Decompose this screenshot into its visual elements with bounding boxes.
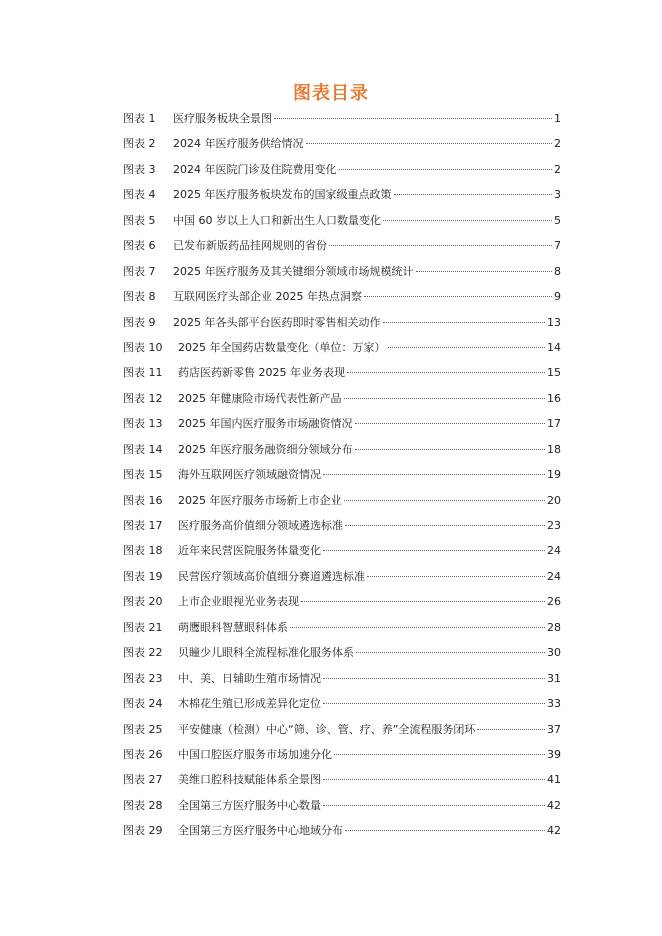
toc-item-label: 图表 24 — [123, 697, 163, 711]
toc-item-text: 民营医疗领域高价值细分赛道遴选标准 — [178, 569, 365, 583]
toc-item-page-number: 16 — [547, 391, 561, 405]
toc-item-text: 2025 年医疗服务板块发布的国家级重点政策 — [173, 188, 392, 202]
toc-item-text: 平安健康（检测）中心“筛、诊、管、疗、养”全流程服务闭环 — [178, 722, 476, 736]
toc-dot-leader — [345, 525, 545, 526]
toc-item[interactable] — [123, 264, 561, 289]
toc-dot-leader — [323, 779, 545, 780]
toc-item-page-number: 18 — [547, 442, 561, 456]
toc-dot-leader — [334, 754, 545, 755]
toc-item-text: 药店医药新零售 2025 年业务表现 — [178, 366, 345, 380]
toc-item-text: 萌鹰眼科智慧眼科体系 — [178, 620, 288, 634]
toc-dot-leader — [477, 729, 545, 730]
toc-item-text: 2025 年各头部平台医药即时零售相关动作 — [173, 315, 381, 329]
toc-item-label: 图表 8 — [123, 290, 156, 304]
toc-item[interactable] — [123, 315, 561, 340]
toc-item-label: 图表 23 — [123, 671, 163, 685]
toc-item[interactable] — [123, 620, 561, 645]
toc-dot-leader — [344, 398, 546, 399]
toc-item-label: 图表 5 — [123, 213, 156, 227]
toc-item-label: 图表 22 — [123, 646, 163, 660]
toc-dot-leader — [355, 423, 546, 424]
toc-item[interactable] — [123, 823, 561, 848]
toc-item-text: 2025 年医疗服务及其关键细分领域市场规模统计 — [173, 264, 414, 278]
toc-item[interactable] — [123, 645, 561, 670]
toc-item[interactable] — [123, 696, 561, 721]
toc-dot-leader — [355, 449, 546, 450]
toc-item-text: 2025 年全国药店数量变化（单位：万家） — [178, 340, 386, 354]
toc-item-page-number: 3 — [554, 188, 561, 202]
toc-item[interactable] — [123, 416, 561, 441]
toc-item-page-number: 39 — [547, 747, 561, 761]
toc-item[interactable] — [123, 798, 561, 823]
toc-item-label: 图表 7 — [123, 264, 156, 278]
toc-item[interactable] — [123, 187, 561, 212]
toc-item-text: 海外互联网医疗领域融资情况 — [178, 468, 321, 482]
toc-item-page-number: 1 — [554, 112, 561, 125]
toc-item-page-number: 2 — [554, 137, 561, 151]
toc-item-text: 木棉花生殖已形成差异化定位 — [178, 697, 321, 711]
toc-title: 图表目录 — [293, 83, 369, 104]
toc-item-page-number: 41 — [547, 773, 561, 787]
toc-dot-leader — [323, 678, 545, 679]
toc-item-page-number: 17 — [547, 417, 561, 431]
toc-dot-leader — [356, 652, 545, 653]
toc-dot-leader — [388, 347, 546, 348]
toc-item-page-number: 42 — [547, 824, 561, 838]
toc-item-text: 中国口腔医疗服务市场加速分化 — [178, 747, 332, 761]
toc-item-label: 图表 16 — [123, 493, 163, 507]
toc-dot-leader — [329, 245, 552, 246]
toc-dot-leader — [383, 322, 546, 323]
toc-item-label: 图表 6 — [123, 239, 156, 253]
toc-dot-leader — [394, 194, 553, 195]
toc-item-label: 图表 26 — [123, 747, 163, 761]
toc-list — [123, 111, 561, 849]
toc-item-text: 全国第三方医疗服务中心地域分布 — [178, 824, 343, 838]
toc-dot-leader — [345, 830, 545, 831]
toc-dot-leader — [416, 271, 553, 272]
toc-item-label: 图表 19 — [123, 569, 163, 583]
toc-item-page-number: 31 — [547, 671, 561, 685]
toc-item-label: 图表 11 — [123, 366, 163, 380]
toc-item-page-number: 9 — [554, 290, 561, 304]
toc-item[interactable] — [123, 594, 561, 619]
toc-item-label: 图表 14 — [123, 442, 163, 456]
toc-item-text: 医疗服务高价值细分领域遴选标准 — [178, 519, 343, 532]
toc-item-label: 图表 27 — [123, 773, 163, 787]
toc-item[interactable] — [123, 518, 561, 543]
toc-dot-leader — [347, 372, 545, 373]
toc-item-label: 图表 1 — [123, 112, 156, 125]
toc-item-label: 图表 4 — [123, 188, 156, 202]
toc-item-label: 图表 12 — [123, 391, 163, 405]
toc-dot-leader — [306, 143, 553, 144]
toc-item-page-number: 13 — [547, 315, 561, 329]
toc-item-text: 近年来民营医院服务体量变化 — [178, 544, 321, 558]
toc-item-page-number: 24 — [547, 544, 561, 558]
toc-item[interactable] — [123, 136, 561, 161]
toc-item[interactable] — [123, 493, 561, 518]
toc-dot-leader — [339, 169, 553, 170]
toc-item-text: 2025 年医疗服务市场新上市企业 — [178, 493, 342, 507]
toc-item[interactable] — [123, 289, 561, 314]
toc-item[interactable] — [123, 569, 561, 594]
toc-item-text: 上市企业眼视光业务表现 — [178, 595, 299, 609]
toc-item-page-number: 20 — [547, 493, 561, 507]
toc-dot-leader — [323, 550, 545, 551]
toc-item[interactable] — [123, 111, 561, 136]
toc-item-page-number: 5 — [554, 213, 561, 227]
toc-item[interactable] — [123, 365, 561, 390]
toc-item-text: 美维口腔科技赋能体系全景图 — [178, 773, 321, 787]
toc-item-label: 图表 3 — [123, 162, 156, 176]
toc-dot-leader — [364, 296, 552, 297]
toc-item-label: 图表 28 — [123, 798, 163, 812]
toc-item-label: 图表 9 — [123, 315, 156, 329]
toc-dot-leader — [274, 118, 552, 119]
toc-item-text: 贝瞳少儿眼科全流程标准化服务体系 — [178, 646, 354, 660]
toc-item-text: 2025 年健康险市场代表性新产品 — [178, 391, 342, 405]
toc-item-text: 2025 年医疗服务融资细分领域分布 — [178, 442, 353, 456]
toc-item-text: 2025 年国内医疗服务市场融资情况 — [178, 417, 353, 431]
toc-item[interactable] — [123, 671, 561, 696]
toc-item-page-number: 2 — [554, 162, 561, 176]
toc-item-page-number: 42 — [547, 798, 561, 812]
toc-dot-leader — [323, 805, 545, 806]
toc-item-text: 中国 60 岁以上人口和新出生人口数量变化 — [173, 213, 381, 227]
toc-item[interactable] — [123, 772, 561, 797]
toc-dot-leader — [344, 500, 546, 501]
toc-item-page-number: 37 — [547, 722, 561, 736]
toc-item-page-number: 14 — [547, 340, 561, 354]
toc-dot-leader — [367, 576, 545, 577]
toc-item-text: 中、美、日辅助生殖市场情况 — [178, 671, 321, 685]
toc-dot-leader — [301, 601, 545, 602]
toc-item[interactable] — [123, 391, 561, 416]
toc-item-page-number: 15 — [547, 366, 561, 380]
toc-item-label: 图表 13 — [123, 417, 163, 431]
toc-item[interactable] — [123, 162, 561, 187]
toc-item-label: 图表 18 — [123, 544, 163, 558]
toc-item-label: 图表 10 — [123, 340, 163, 354]
toc-item-text: 2024 年医疗服务供给情况 — [173, 137, 304, 151]
toc-item-page-number: 24 — [547, 569, 561, 583]
toc-item[interactable] — [123, 213, 561, 238]
toc-item-text: 全国第三方医疗服务中心数量 — [178, 798, 321, 812]
toc-item-page-number: 7 — [554, 239, 561, 253]
toc-item-label: 图表 20 — [123, 595, 163, 609]
toc-item[interactable] — [123, 722, 561, 747]
toc-item-label: 图表 29 — [123, 824, 163, 838]
toc-item-page-number: 33 — [547, 697, 561, 711]
toc-item-page-number: 19 — [547, 468, 561, 482]
toc-item-page-number: 30 — [547, 646, 561, 660]
toc-item-page-number: 8 — [554, 264, 561, 278]
toc-item[interactable] — [123, 442, 561, 467]
toc-item-page-number: 28 — [547, 620, 561, 634]
toc-item-text: 2024 年医院门诊及住院费用变化 — [173, 162, 337, 176]
toc-item[interactable] — [123, 543, 561, 568]
toc-item-label: 图表 25 — [123, 722, 163, 736]
toc-item-text: 已发布新版药品挂网规则的省份 — [173, 239, 327, 253]
toc-item-text: 互联网医疗头部企业 2025 年热点洞察 — [173, 290, 362, 304]
toc-dot-leader — [383, 220, 552, 221]
toc-dot-leader — [323, 703, 545, 704]
toc-item[interactable] — [123, 238, 561, 263]
toc-item[interactable] — [123, 747, 561, 772]
toc-item[interactable] — [123, 467, 561, 492]
toc-item-label: 图表 21 — [123, 620, 163, 634]
toc-item-label: 图表 17 — [123, 519, 163, 532]
toc-item-page-number: 23 — [547, 519, 561, 532]
toc-dot-leader — [290, 627, 545, 628]
toc-item-label: 图表 2 — [123, 137, 156, 151]
toc-item-text: 医疗服务板块全景图 — [173, 112, 272, 125]
toc-item-label: 图表 15 — [123, 468, 163, 482]
toc-item-page-number: 26 — [547, 595, 561, 609]
toc-item[interactable] — [123, 340, 561, 365]
toc-dot-leader — [323, 474, 545, 475]
